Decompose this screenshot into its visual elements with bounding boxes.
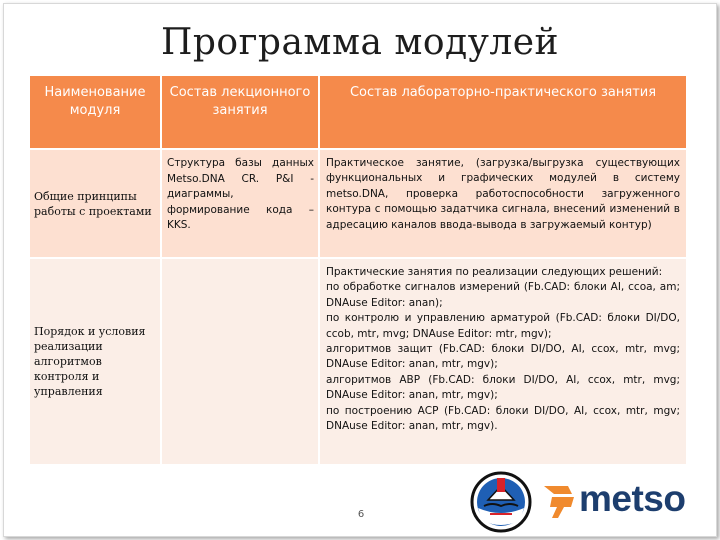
slide-title: Программа модулей: [160, 22, 560, 63]
metso-logo-icon: [538, 480, 578, 522]
table-header-row: [30, 76, 686, 148]
lab-cell: [320, 259, 686, 464]
lab-line: алгоритмов АВР (Fb.CAD: блоки DI/DO, AI, ccox, mtr, mvg; DNAuse Editor: anan, mtr, mgv);: [326, 373, 680, 402]
header-lecture: Состав лекционного занятия: [162, 76, 318, 148]
module-program-table: [28, 74, 688, 466]
page-number: 6: [357, 509, 365, 520]
module-name-cell: Порядок и условия реализации алгоритмов контроля и управления: [30, 259, 160, 464]
lecture-cell: [162, 259, 318, 464]
lab-line: алгоритмов защит (Fb.CAD: блоки DI/DO, AI, ccox, mtr, mvg; DNAuse Editor: anan, mtr, mgv);: [326, 343, 680, 371]
lab-line: Практическое занятие, (загрузка/выгрузка существующих функциональных и графических модулей в систему metso.DNA, проверка работоспособности загруженного контура с помощью задатчика сигнала, внесений изменений в адресацию каналов ввода-вывода в загружаемый контур): [326, 157, 680, 231]
lab-cell: [320, 150, 686, 257]
metso-logo-text: metso: [579, 478, 686, 519]
table-row: [30, 150, 686, 257]
lab-line: по обработке сигналов измерений (Fb.CAD: блоки AI, ccoa, am; DNAuse Editor: anan);: [326, 281, 680, 309]
module-name-cell: Общие принципы работы с проектами: [30, 150, 160, 257]
lab-line: по контролю и управлению арматурой (Fb.CAD: блоки DI/DO, ccob, mtr, mvg; DNAuse Editor: mtr, mgv);: [326, 312, 680, 340]
lab-line: по построению АСР (Fb.CAD: блоки DI/DO, AI, ccox, mtr, mgv; DNAuse Editor: anan, mtr, mgv).: [326, 404, 680, 433]
header-module-name: Наименование модуля: [30, 76, 160, 148]
header-lab: Состав лабораторно-практического занятия: [320, 76, 686, 148]
table-row: [30, 259, 686, 464]
lecture-cell: Структура базы данных Metso.DNA CR. P&I - диаграммы, формирование кода – KKS.: [162, 150, 318, 257]
lab-line: Практические занятия по реализации следующих решений:: [326, 266, 663, 278]
university-emblem-icon: [470, 470, 532, 534]
